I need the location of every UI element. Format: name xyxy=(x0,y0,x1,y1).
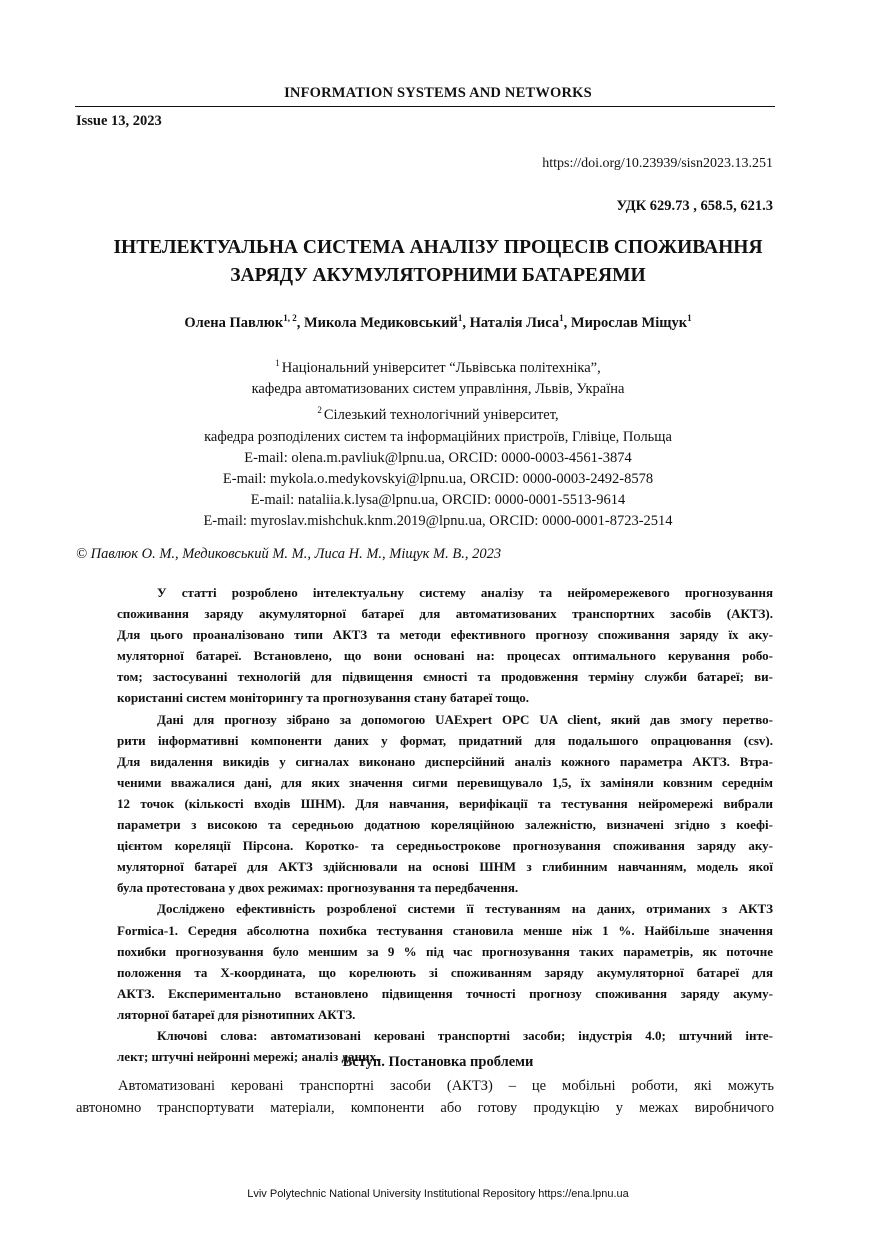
abstract-line: Для видалення викидів у сигналах виконано дисперсійний аналіз кожного параметра АКТЗ. Втра- xyxy=(117,753,773,769)
author-affil-mark: 1, 2 xyxy=(283,313,297,323)
affil-university: Національний університет “Львівська політехніка”, xyxy=(281,360,601,376)
abstract-line: Дані для прогнозу зібрано за допомогою UAExpert OPC UA client, який дав змогу перетво- xyxy=(157,711,773,727)
abstract-line: Досліджено ефективність розробленої системи її тестуванням на даних, отриманих з АКТЗ xyxy=(157,901,773,917)
header-rule xyxy=(75,106,775,107)
paper-title xyxy=(0,234,876,290)
abstract-line: ляторної батареї для різнотипних АКТЗ. xyxy=(117,1006,356,1022)
udk-code: УДК 629.73 , 658.5, 621.3 xyxy=(616,198,773,214)
abstract xyxy=(117,582,773,1067)
author-name: Микола Медиковський xyxy=(303,315,458,331)
keywords-line: Ключові слова: автоматизовані керовані транспортні засоби; індустрія 4.0; штучний інте- xyxy=(157,1027,773,1043)
repository-footer: Lviv Polytechnic National University Institutional Repository https://ena.lpnu.ua xyxy=(247,1188,629,1200)
author-separator: , xyxy=(296,315,304,331)
title-line: ЗАРЯДУ АКУМУЛЯТОРНИМИ БАТАРЕЯМИ xyxy=(230,265,646,286)
affil-mark: 2 xyxy=(317,405,322,416)
abstract-line: 12 точок (кількості входів ШНМ). Для навчання, верифікації та тестування нейромережі вибрали xyxy=(117,795,773,811)
affil-mark: 1 xyxy=(275,358,280,368)
author-name: Мирослав Міщук xyxy=(570,315,688,331)
intro-paragraph xyxy=(76,1075,774,1119)
copyright-line: © Павлюк О. М., Медиковський М. М., Лиса Н. М., Міщук М. В., 2023 xyxy=(76,546,502,562)
abstract-line: цієнтом кореляції Пірсона. Коротко- та середньострокове прогнозування споживання заряду аку- xyxy=(117,838,773,854)
abstract-line: том; застосуванні технологій для підвищення ємності та продовження терміну служби батареї; ви- xyxy=(117,669,773,685)
journal-name: INFORMATION SYSTEMS AND NETWORKS xyxy=(284,85,592,101)
intro-line: автономно транспортувати матеріали, компоненти або готову продукцію у межах виробничого xyxy=(76,1100,774,1116)
keywords-line: лект; штучні нейронні мережі; аналіз даних. xyxy=(117,1049,380,1065)
author-name: Наталія Лиса xyxy=(469,315,560,331)
abstract-line: У статті розроблено інтелектуальну систему аналізу та нейромережевого прогнозування xyxy=(157,585,773,600)
email-line: E-mail: myroslav.mishchuk.knm.2019@lpnu.ua, ORCID: 0000-0001-8723-2514 xyxy=(203,513,673,530)
author-affil-mark: 1 xyxy=(559,313,564,323)
author-affil-mark: 1 xyxy=(457,313,463,323)
abstract-line: Formica-1. Середня абсолютна похибка тестування становила менше ніж 1 %. Найбільше значення xyxy=(117,922,773,938)
abstract-line: похибки прогнозування було меншим за 9 % під час прогнозування таких параметрів, як поточне xyxy=(117,943,773,959)
affiliations xyxy=(0,353,876,533)
abstract-line: користанні систем моніторингу та прогнозування стану батареї тощо. xyxy=(117,690,530,706)
affil-university: Сілезький технологічний університет, xyxy=(323,407,559,424)
abstract-line: ченими вважалися дані, для яких значення сигми перевищувало 1,5, їх заміняли ковзним середнім xyxy=(117,774,773,790)
affiliation-line xyxy=(0,353,876,379)
abstract-line: муляторної батареї. Встановлено, що вони основані на: процесах оптимального керування робо- xyxy=(117,648,773,664)
intro-line: Автоматизовані керовані транспортні засоби (АКТЗ) – це мобільні роботи, які можуть xyxy=(118,1078,774,1094)
title-line: ІНТЕЛЕКТУАЛЬНА СИСТЕМА АНАЛІЗУ ПРОЦЕСІВ СПОЖИВАННЯ xyxy=(113,237,763,258)
affiliation-line xyxy=(0,400,876,426)
abstract-line: була протестована у двох режимах: прогнозування та передбачення. xyxy=(117,880,519,896)
abstract-line: муляторної батареї для АКТЗ здійснювали на основі ШНМ з глибинним навчанням, модель якої xyxy=(117,859,773,875)
abstract-line: параметри з високою та середньою додатною кореляційною залежністю, визначені згідно з коефі- xyxy=(117,817,773,833)
email-line: E-mail: mykola.o.medykovskyi@lpnu.ua, ORCID: 0000-0003-2492-8578 xyxy=(222,471,654,488)
abstract-line: Для цього проаналізовано типи АКТЗ та методи ефективного прогнозу споживання заряду їх аку- xyxy=(117,627,773,643)
author-name: Олена Павлюк xyxy=(184,315,284,331)
author-affil-mark: 1 xyxy=(687,313,692,323)
abstract-line: АКТЗ. Експериментально встановлено підвищення точності прогнозу споживання заряду акуму- xyxy=(117,985,773,1001)
affiliation-line: кафедра автоматизованих систем управління, Львів, Україна xyxy=(251,381,625,398)
affiliation-line: кафедра розподілених систем та інформаційних пристроїв, Глівіце, Польща xyxy=(204,428,672,445)
abstract-line: положення та X-координата, що корелюють зі споживанням заряду акумуляторної батареї для xyxy=(117,964,773,980)
doi-link[interactable]: https://doi.org/10.23939/sisn2023.13.251 xyxy=(542,156,773,171)
abstract-line: рити інформативні компоненти даних у формат, придатний для подальшого опрацювання (csv). xyxy=(117,732,773,748)
issue-label: Issue 13, 2023 xyxy=(76,113,162,129)
email-line: E-mail: olena.m.pavliuk@lpnu.ua, ORCID: 0000-0003-4561-3874 xyxy=(244,449,632,466)
section-heading: Вступ. Постановка проблеми xyxy=(342,1054,534,1070)
author-separator: , xyxy=(563,315,571,331)
author-separator: , xyxy=(462,315,470,331)
abstract-line: споживання заряду акумуляторної батареї для автоматизованих транспортних засобів (АКТЗ). xyxy=(117,606,773,622)
email-line: E-mail: nataliia.k.lysa@lpnu.ua, ORCID: 0000-0001-5513-9614 xyxy=(250,492,626,509)
author-list xyxy=(0,313,876,332)
